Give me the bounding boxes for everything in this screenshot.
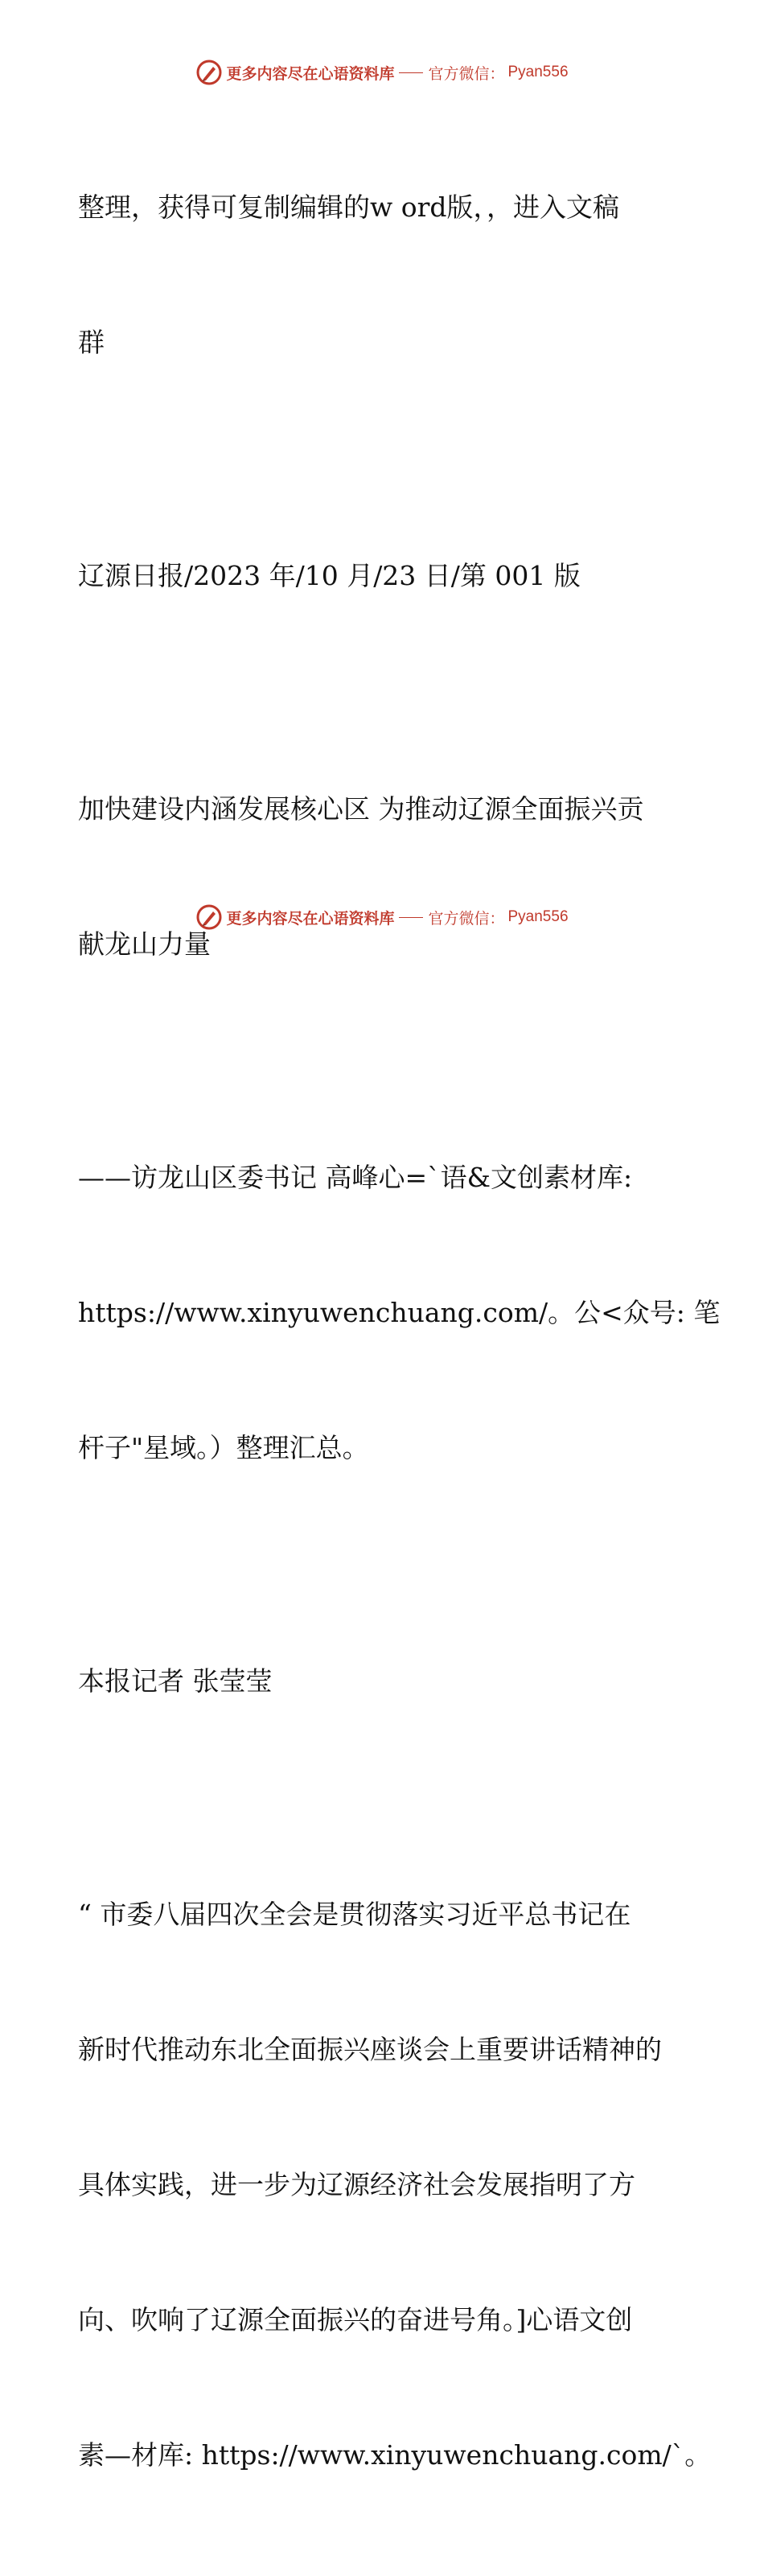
- text-line: 杆子"星域。）整理汇总。: [78, 1432, 369, 1463]
- footer-watermark-banner: [0, 901, 764, 933]
- text-line: 向、吹响了辽源全面振兴的奋进号角。]心语文创: [78, 2304, 633, 2335]
- banner-text: 更多内容尽在心语资料库: [226, 64, 395, 83]
- document-body: [78, 95, 721, 2576]
- text-line: 辽源日报/2023 年/10 月/23 日/第 001 版: [78, 560, 581, 591]
- banner-text: 更多内容尽在心语资料库: [226, 909, 395, 928]
- article-body-paragraph: [78, 1802, 712, 2568]
- text-line: 具体实践，进一步为辽源经济社会发展指明了方: [78, 2169, 635, 2200]
- text-line: 本报记者 张莹莹: [78, 1665, 273, 1697]
- banner-inner: [195, 903, 568, 931]
- text-line: 献龙山力量: [78, 928, 211, 960]
- paragraph-source: [78, 463, 689, 689]
- text-line: ——访龙山区委书记 高峰心=`语&文创素材库:: [78, 1162, 633, 1193]
- pen-logo-icon: [195, 59, 223, 86]
- paragraph-intro: [78, 95, 689, 455]
- banner-wechat-label: 官方微信：: [428, 909, 505, 928]
- text-line: 群: [78, 327, 105, 358]
- text-line: https://www.xinyuwenchuang.com/。公<众号: 笔: [78, 1297, 721, 1328]
- text-line: 新时代推动东北全面振兴座谈会上重要讲话精神的: [78, 2034, 662, 2065]
- header-watermark-banner: [0, 56, 764, 88]
- article-byline: [78, 1569, 689, 1794]
- pen-logo-icon: [195, 903, 223, 931]
- text-line: “ 市委八届四次全会是贯彻落实习近平总书记在: [78, 1899, 631, 1930]
- text-line: 加快建设内涵发展核心区 为推动辽源全面振兴贡: [78, 793, 644, 825]
- banner-dash: [399, 72, 423, 73]
- banner-dash: [399, 917, 423, 918]
- article-subtitle: [78, 1065, 721, 1561]
- banner-inner: [195, 59, 568, 86]
- text-line: 素—材库: https://www.xinyuwenchuang.com/`。: [78, 2439, 712, 2471]
- banner-wechat-label: 官方微信：: [428, 64, 505, 83]
- text-line: 整理，获得可复制编辑的w ord版，，进入文稿: [78, 191, 620, 223]
- banner-wechat-id: Pyan556: [507, 908, 569, 925]
- article-title: [78, 697, 689, 1057]
- banner-wechat-id: Pyan556: [507, 64, 569, 80]
